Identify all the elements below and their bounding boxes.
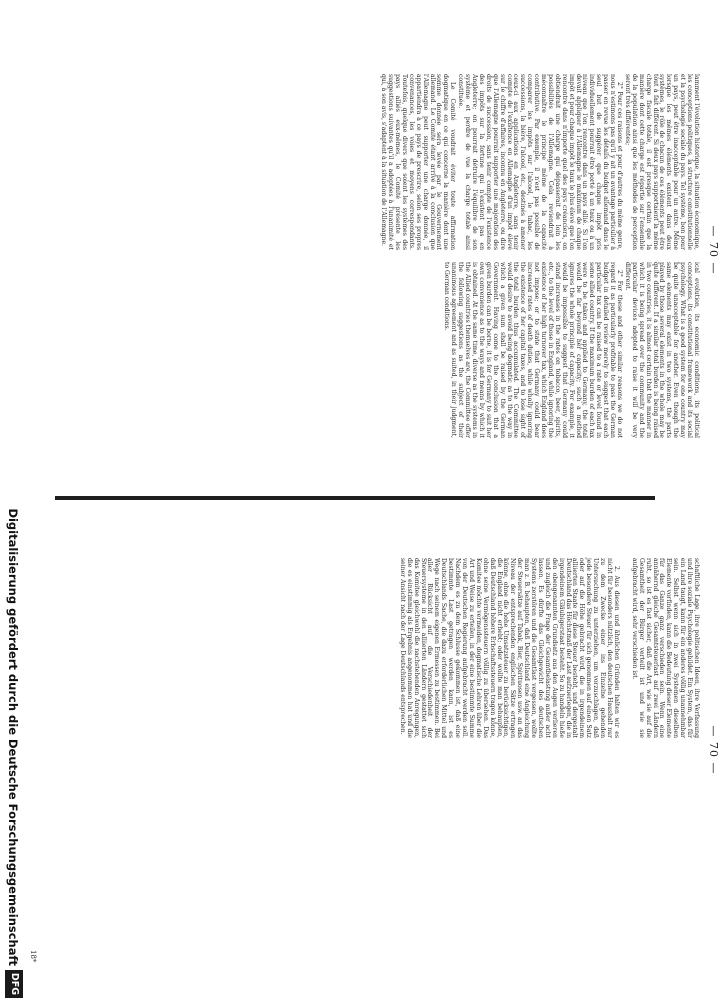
left-page-number: — 70 — bbox=[707, 225, 720, 275]
dfg-funding-text: Digitalisierung gefördert durch die Deutsche Forschungsgemeinschaft bbox=[6, 508, 20, 966]
german-paragraph: 2. Aus diesen und ähnlichen Gründen halten wir es nicht für besonders nützlich, den deutschen Haushalt nur zu dem Zwecke einer ins Einzelne gehenden Untersuchung zu unterziehen, um vorzuschlagen, daß jede besondere Steuer für sich genommen auf einen Satz oder auf die Höhe gebracht wird, die in irgendeinem alliierten Staate für diese Steuer besteht, und dergestalt Deutschland das Höchstmaß der Last aufzuerlegen, die in irgendeinem Gläubigerstaat besteht. So zu handeln hieße den obengenannten Grundsatz aus den Augen verlieren und zugleich die Frage der Gesamtbelastung außer acht lassen. Es dürfte das Gleichgewicht des deutschen Systems zerstören und die Gesamtlast vergessen, wollte man z. B. behaupten, daß Deutschland eine Angleichung der Steuersätze auf Tabak, Bier, Spirituosen usw. an das Niveau der entsprechenden englischen Sätze ertragen könne, ohne die hohe Umsatzsteuer zu berücksichtigen, die England nicht erhebt; oder wollte man behaupten, daß Deutschland höhere Erbschaftssteuern tragen könne, ohne seine Vermögenssteuern völlig zu übersehen. Das Komitee möchte vermeiden, dogmatische Lehren über die Art und Weise zu erteilen, in der eine bestimmte Summe von der Deutschen Regierung aufgebracht werden soll. Nachdem es zu dem Schlusse gekommen ist, daß eine bestimmte Last getragen werden kann, ist es Deutschlands Sache, die dazu erforderlichen Mittel und Wege nach seinem eigenen Ermessen zu bestimmen. Bei aller Rücksicht auf die Verschiedenheit der Steuersysteme in den alliierten Ländern gestattet sich das Komitee gleichwohl die nachstehenden Anregungen, die es einstimmig als Ergebnis angenommen hat und die seiner Ansicht nach der Lage Deutschlands entsprechen. bbox=[398, 558, 620, 738]
german-column bbox=[397, 558, 699, 738]
french-paragraph: lamment l'évolution historique, la situation économique, les conceptions politiques, la structure constitutionnelle et la psychologie sociale du pays. Tel système, bon pour un pays, peut être inacceptable pour un autre. Même lorsque les mêmes éléments existent dans deux systèmes, le rôle de chacun de ces éléments peut être tout à fait différent. Si deux pays supportaient la même charge fiscale totale, il est presque certain que la manière dont cette charge est répartie sur l'ensemble de la population ainsi que les méthodes de perception seront très différentes; bbox=[623, 74, 700, 250]
dfg-logo-icon: DFG bbox=[5, 970, 23, 998]
paragraph-gap bbox=[619, 558, 629, 738]
french-paragraph: Le Comité voudrait éviter toute affirmation dogmatique en ce qui concerne la manière dont une somme donnée sera levée par le Gouvernement allemand. Le Comité étant arrivé à la conclusion que l'Allemagne peut supporter une charge donnée, il appartiendra à ce pays de prescrire, selon ses propres convenances, les voies et moyens correspondants. Toutefois, quelque divers que soient les systèmes des pays alliés eux-mêmes, le Comité présente les suggestions suivantes qu'il a adoptées à l'unanimité et qui, à son avis, s'adaptent à la situation de l'Allemagne. bbox=[380, 74, 457, 250]
english-paragraph: 2° For these and other similar reasons we do not regard it as particularly profitable to pass the German budget in detailed review merely to suggest that each particular tax can be raised to a rate or level found in some allied country. If the maximum burden of each tax were to be taken and applied to Germany, the total would be far beyond her capacity; such a method ignores the whole principle of capacity. For example, it would be impossible to suggest that Germany could stand increases in the rates on tobacco, beer, spirits, etc., to the level of those in England, while ignoring the existence of her high turnover tax, which England does not impose; or to state that Germany could bear increased rates of death duties, while wholly ignoring the existence of her capital taxes, and to lose sight of the total burden thus accumulated. The Committee would desire to avoid being dogmatic as to the way in which a given sum shall be raised by the German Government. Having come to the conclusion that a given burden can be borne, it is for Germany to suit her own convenience as to the ways and means by which it is obtained. At the same time, diverse as the systems in the Allied countries themselves are, the Committee offer the following suggestions as the subject of their unanimous agreement and as suited, in their judgment, to German conditions. bbox=[443, 262, 624, 438]
dfg-funding-banner bbox=[0, 0, 27, 1000]
footnote-mark: 18* bbox=[29, 950, 37, 963]
german-paragraph: schaftliche Lage, ihre politischen Ideen, ihre Verfassung und ihre soziale Psychologie gebildet. Ein System, das für ein Land taugt, kann für ein anderes völlig unannehmbar sein. Selbst wenn sich in zwei Systemen dieselben Elemente vorfinden, kann die Bedeutung dieser Elemente für das Ganze ganz verschieden sein. Wenn eine annähernd gleiche Gesamtsteuerlast auf zwei Ländern ruht, so ist es fast sicher, daß die Art, wie sie auf die Gesamtheit der Bürger verteilt ist und wie sie aufgebracht wird, sehr verschieden ist. bbox=[630, 558, 700, 738]
english-column bbox=[441, 262, 699, 438]
right-page bbox=[0, 500, 727, 1000]
french-column bbox=[378, 74, 699, 250]
french-paragraph: 2° Pour ces raisons et pour d'autres du même genre, nous n'estimons pas qu'il y ait un avantage particulier à passer en revue les détails du budget allemand dans le seul but de suggérer que chaque impôt pris individuellement pourrait être porté à un taux ou à un niveau que l'on rencontre dans un pays allié. Si l'on devait appliquer à l'Allemagne le maximum de chaque impôt et pour chaque impôt le taux le plus élevé que l'on rencontre dans n'importe quel des pays créanciers, on obtiendrait une charge qui dépasserait de loin les possibilités de l'Allemagne. Cela reviendrait à méconnaître le principe même de la capacité contributive. Par exemple, il n'est pas possible de comparer les impôts sur l'alcool, le tabac, les successions, la bière, l'alcool, etc., destinés à amener ceux-ci aux applications en Angleterre, sans tenir compte de l'existence en Allemagne d'un impôt élevé sur le chiffre d'affaires, inconnu en Angleterre, ou dire que l'Allemagne pourrait supporter une majoration des droits de succession, sans tenir compte de l'existence des impôts sur la fortune qui n'existent pas en Angleterre; on pourrait détruire l'équilibre de son système et perdre de vue la charge totale ainsi constituée. bbox=[457, 74, 624, 250]
right-page-number: — 70 — bbox=[707, 725, 720, 775]
english-paragraph: ical evolution, its economic conditions, its political conceptions, its constitutional framework and its social psychology. What is a good system for one country may be quite unacceptable for another. Even though the same elements may exist in two systems, the parts played by those several elements in the whole may be quite different. If a similar total burden is being raised in two countries, it is almost certain that the manner in which it is being spread over the community and the particular devices adopted to raise it will be very different. bbox=[623, 262, 700, 438]
